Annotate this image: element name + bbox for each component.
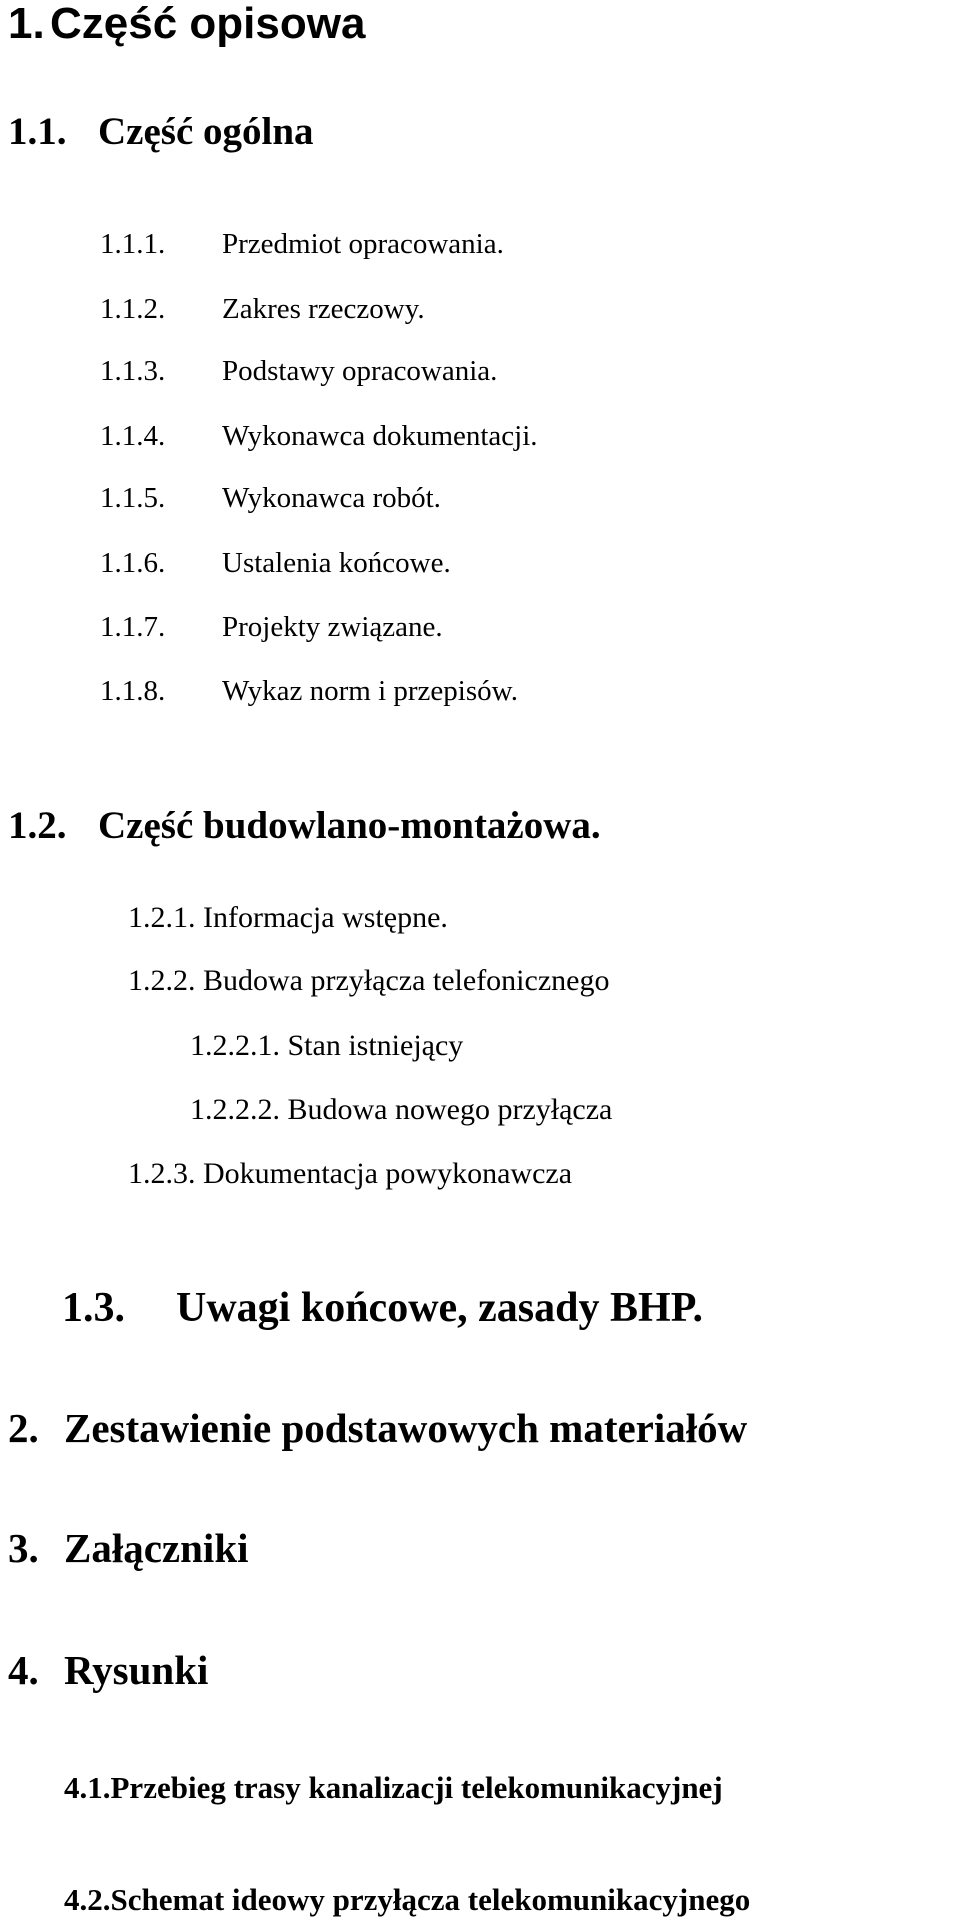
- section-heading-1-1: [8, 112, 314, 151]
- toc-item-title: Ustalenia końcowe.: [222, 547, 451, 579]
- toc-item: 4.2.Schemat ideowy przyłącza telekomunikacyjnego: [64, 1882, 751, 1917]
- section-title: Część opisowa: [50, 0, 366, 48]
- toc-item: 1.2.1. Informacja wstępne.: [128, 901, 448, 934]
- toc-item: [100, 549, 451, 578]
- toc-item-title: Podstawy opracowania.: [222, 355, 498, 387]
- section-number: 1.3.: [62, 1285, 125, 1331]
- toc-item: [100, 613, 443, 642]
- section-number: 3.: [8, 1525, 39, 1571]
- toc-item-number: 1.1.4.: [100, 420, 166, 452]
- section-title: Uwagi końcowe, zasady BHP.: [176, 1285, 703, 1331]
- toc-item: [100, 357, 497, 386]
- toc-item-number: 1.1.8.: [100, 675, 166, 707]
- section-number: 1.2.: [8, 804, 67, 847]
- section-heading-4: [8, 1647, 209, 1693]
- toc-item-number: 1.1.1.: [100, 228, 166, 260]
- toc-item: [100, 230, 504, 259]
- toc-item: 1.2.3. Dokumentacja powykonawcza: [128, 1157, 573, 1190]
- toc-item: [100, 484, 441, 513]
- toc-item: 1.2.2.2. Budowa nowego przyłącza: [190, 1093, 613, 1126]
- toc-item: 1.2.2.1. Stan istniejący: [190, 1029, 464, 1062]
- toc-item-title: Wykaz norm i przepisów.: [222, 675, 518, 707]
- toc-item-number: 1.1.2.: [100, 293, 166, 325]
- section-heading-3: [8, 1525, 249, 1571]
- section-title: Zestawienie podstawowych materiałów: [64, 1405, 748, 1451]
- toc-item-title: Wykonawca robót.: [222, 482, 441, 514]
- toc-item-number: 1.1.5.: [100, 482, 166, 514]
- section-title: Rysunki: [64, 1647, 209, 1693]
- toc-item: [100, 422, 538, 451]
- toc-item-title: Zakres rzeczowy.: [222, 293, 425, 325]
- section-number: 1.1.: [8, 110, 67, 153]
- section-heading-1-2: [8, 806, 601, 845]
- section-number: 1.: [8, 0, 45, 48]
- section-number: 4.: [8, 1647, 39, 1693]
- toc-item-title: Projekty związane.: [222, 611, 443, 643]
- toc-item-number: 1.1.3.: [100, 355, 166, 387]
- toc-item-title: Przedmiot opracowania.: [222, 228, 504, 260]
- section-title: Załączniki: [64, 1525, 249, 1571]
- section-heading-1-3: [62, 1287, 703, 1329]
- toc-item: [100, 295, 425, 324]
- section-title: Część budowlano-montażowa.: [98, 804, 601, 847]
- toc-item: 1.2.2. Budowa przyłącza telefonicznego: [128, 964, 610, 997]
- toc-item-title: Wykonawca dokumentacji.: [222, 420, 538, 452]
- section-title: Część ogólna: [98, 110, 314, 153]
- toc-item: 4.1.Przebieg trasy kanalizacji telekomunikacyjnej: [64, 1770, 723, 1805]
- section-heading-1: [8, 2, 365, 46]
- toc-item-number: 1.1.7.: [100, 611, 166, 643]
- toc-item: [100, 677, 518, 706]
- section-number: 2.: [8, 1405, 39, 1451]
- toc-item-number: 1.1.6.: [100, 547, 166, 579]
- section-heading-2: [8, 1405, 748, 1451]
